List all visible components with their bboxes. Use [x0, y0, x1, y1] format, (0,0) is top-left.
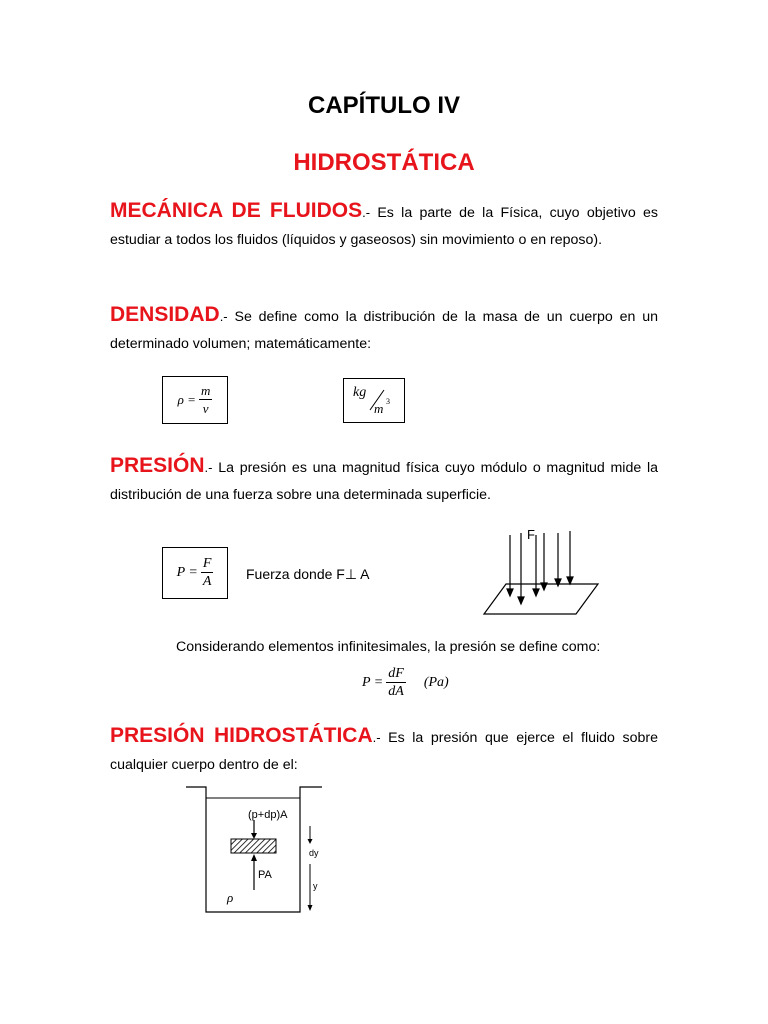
section-heading: PRESIÓN [110, 454, 205, 477]
pressure-formula-box [162, 547, 228, 599]
density-unit-box [343, 378, 405, 423]
section-text: Es la presión que ejerce el fluido sobre cualquier cuerpo dentro de el: [110, 730, 658, 773]
bottom-force-arrow [251, 854, 257, 861]
density-numerator: m [200, 383, 211, 398]
unit-m: m [374, 401, 384, 416]
differential-lhs: P = [362, 675, 384, 690]
page-subtitle: HIDROSTÁTICA [293, 149, 475, 176]
chapter-title: CAPÍTULO IV [307, 92, 460, 119]
unit-kg: kg [353, 385, 367, 400]
section-text: Es la parte de la Física, cuyo objetivo es estudiar a todos los fluidos (líquidos y gaseosos) sin movimiento o en reposo). [110, 205, 658, 248]
differential-denominator: dA [388, 684, 404, 699]
top-force-label: (p+dp)A [248, 809, 288, 821]
differential-formula [362, 666, 449, 700]
density-formula-box [162, 376, 228, 424]
section-heading: PRESIÓN HIDROSTÁTICA [110, 724, 373, 747]
dy-label: dy [309, 848, 319, 858]
top-force-arrow [251, 833, 257, 839]
dy-arrow [308, 839, 313, 844]
section-separator: .- [362, 205, 371, 220]
y-label: y [313, 881, 318, 891]
density-fraction [199, 383, 212, 417]
pressure-lhs: P = [176, 565, 198, 580]
y-arrow [308, 905, 313, 911]
rho-label: ρ [227, 890, 234, 905]
section-presion [110, 453, 658, 508]
force-surface-diagram [480, 525, 600, 620]
force-arrows [507, 531, 573, 604]
unit-exponent: 3 [386, 397, 390, 406]
density-lhs: ρ = [177, 392, 196, 407]
section-densidad [110, 302, 658, 357]
infinitesimal-text: Considerando elementos infinitesimales, la presión se define como: [176, 639, 601, 655]
bottom-force-label: PA [258, 869, 272, 881]
section-separator: .- [219, 309, 228, 324]
differential-numerator: dF [388, 666, 404, 681]
fluid-element [231, 839, 276, 853]
section-text: La presión es una magnitud física cuyo módulo o magnitud mide la distribución de una fuerza sobre una determinada superficie. [110, 460, 658, 503]
density-denominator: v [202, 401, 209, 416]
force-label: F [527, 527, 535, 542]
section-heading: MECÁNICA DE FLUIDOS [110, 199, 363, 222]
force-note: Fuerza donde F⊥ A [246, 566, 370, 582]
section-text: Se define como la distribución de la masa de un cuerpo en un determinado volumen; matemáticamente: [110, 309, 658, 352]
pressure-fraction [201, 556, 214, 590]
section-presion-hidrostatica [110, 723, 658, 778]
differential-fraction [386, 666, 406, 700]
section-heading: DENSIDAD [110, 303, 220, 326]
differential-unit: (Pa) [423, 675, 449, 690]
pressure-denominator: A [202, 574, 212, 589]
section-mecanica-fluidos [110, 198, 658, 253]
surface-plane [484, 584, 598, 614]
section-separator: .- [372, 730, 381, 745]
pressure-numerator: F [202, 556, 212, 571]
section-separator: .- [204, 460, 213, 475]
